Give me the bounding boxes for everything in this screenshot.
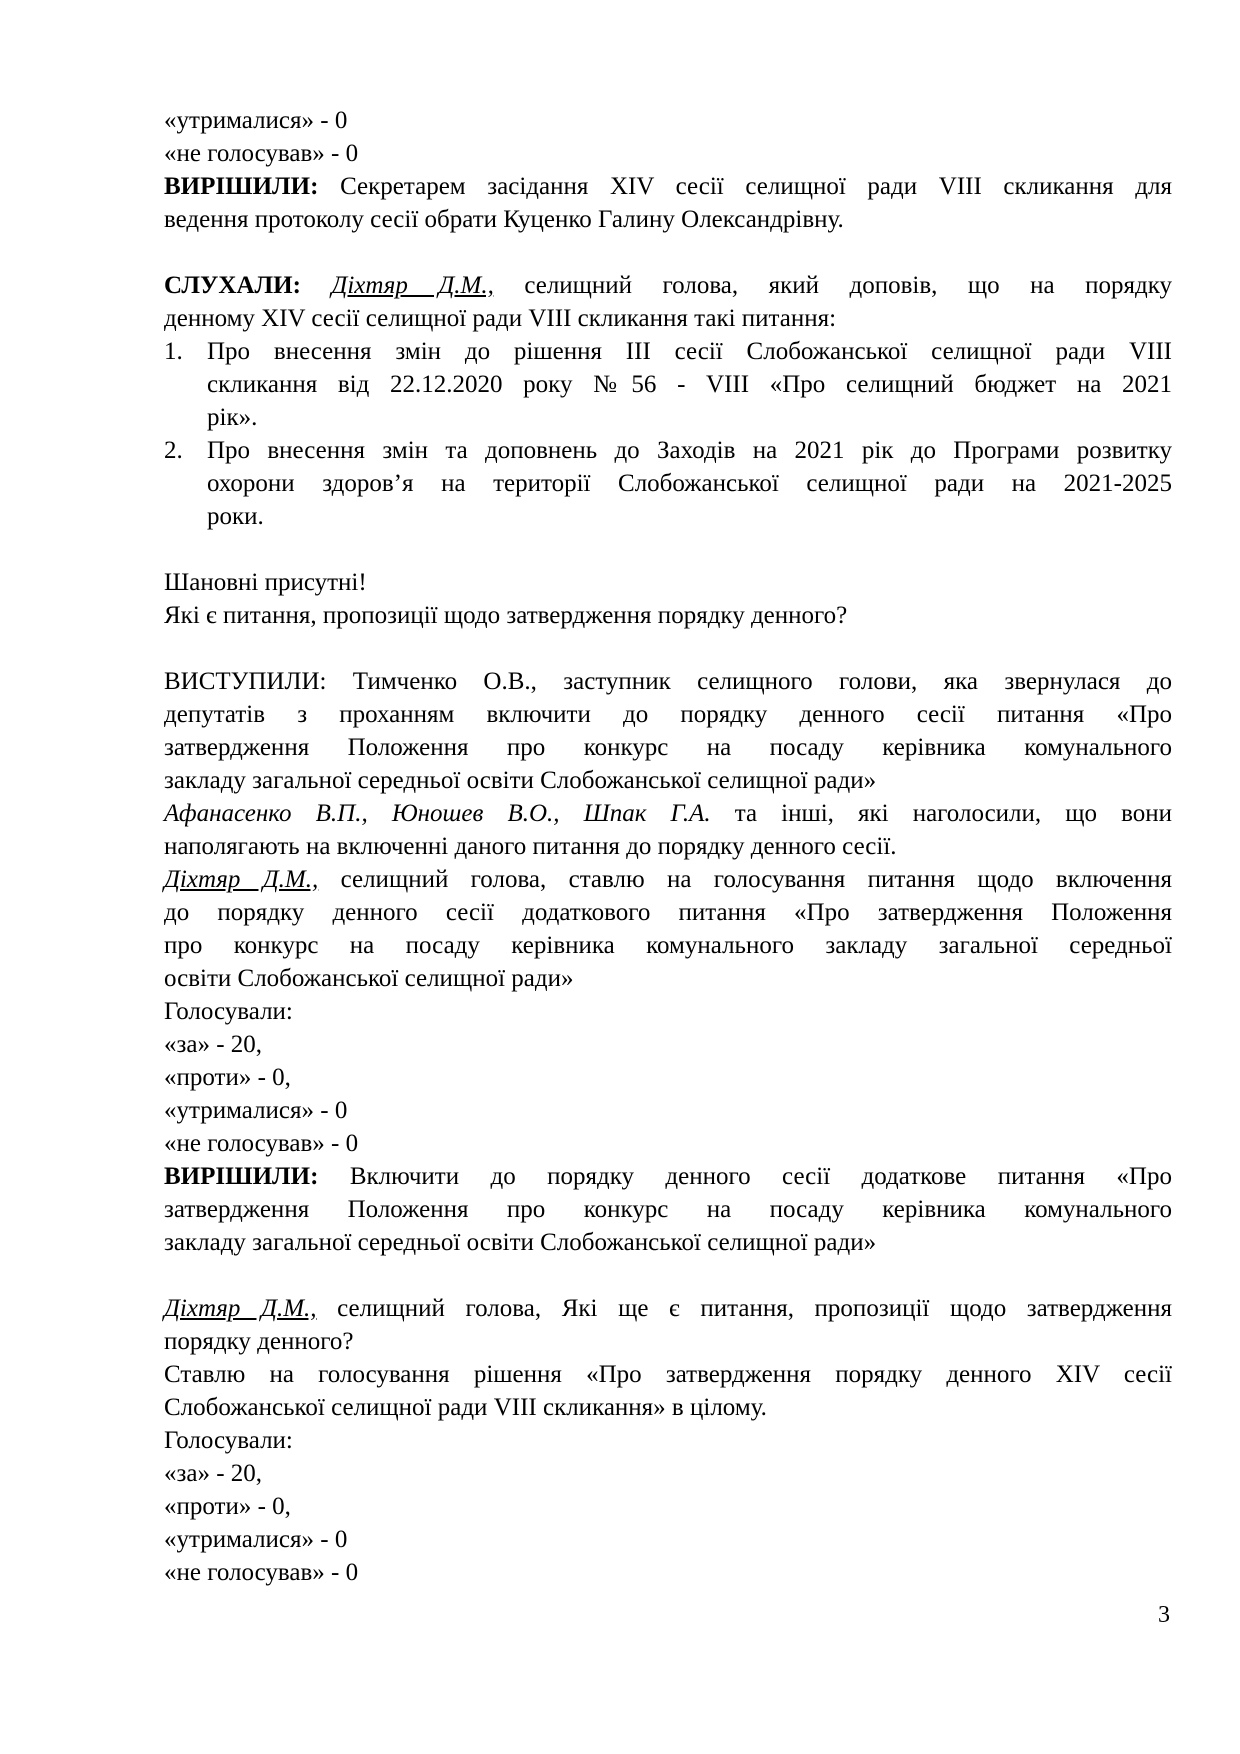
decision-text: Секретарем засідання XIV сесії селищної ради VIII скликання для	[318, 173, 1172, 200]
decision-line	[164, 1160, 1172, 1193]
spoke-line: до порядку денного сесії додаткового питання «Про затвердження Положення	[164, 899, 1172, 926]
chair-line	[164, 1292, 1172, 1325]
vote-abstain-line: «утрималися» - 0	[164, 1526, 348, 1553]
spoke-line: депутатів з проханням включити до порядку денного сесії питання «Про	[164, 701, 1172, 728]
vote-title: Голосували:	[164, 1427, 293, 1454]
vote-novote-line: «не голосував» - 0	[164, 1130, 359, 1157]
agenda-item-line: рік».	[207, 404, 258, 431]
decision-heading: ВИРІШИЛИ:	[164, 1163, 319, 1190]
speaker-name: Діхтяр Д.М.,	[331, 272, 494, 299]
agenda-item-number: 2.	[164, 437, 183, 464]
decision-text: Включити до порядку денного сесії додаткове питання «Про	[318, 1163, 1172, 1190]
decision-line: затвердження Положення про конкурс на посаду керівника комунального	[164, 1196, 1172, 1223]
heard-line	[164, 269, 1172, 302]
spoke-text: та інші, які наголосили, що вони	[710, 800, 1172, 827]
spoke-line: затвердження Положення про конкурс на посаду керівника комунального	[164, 734, 1172, 761]
spoke-line: ВИСТУПИЛИ: Тимченко О.В., заступник селищного голови, яка звернулася до	[164, 668, 1172, 695]
deputies-names: Афанасенко В.П., Юношев В.О., Шпак Г.А.	[164, 800, 711, 827]
agenda-item-number: 1.	[164, 338, 183, 365]
speaker-name: Діхтяр Д.М.,	[164, 1295, 317, 1322]
heard-heading: СЛУХАЛИ:	[164, 272, 301, 299]
spoke-line: освіти Слобожанської селищної ради»	[164, 965, 574, 992]
vote-novote-line: «не голосував» - 0	[164, 1559, 359, 1586]
vote-abstain-line: «утрималися» - 0	[164, 1097, 348, 1124]
spoke-text: селищний голова, ставлю на голосування питання щодо включення	[318, 866, 1172, 893]
chair-line: порядку денного?	[164, 1328, 354, 1355]
spoke-line: закладу загальної середньої освіти Слобожанської селищної ради»	[164, 767, 877, 794]
page-number: 3	[1158, 1602, 1170, 1628]
question-line: Які є питання, пропозиції щодо затвердження порядку денного?	[164, 602, 848, 629]
vote-novote-line: «не голосував» - 0	[164, 140, 359, 167]
spoke-line: наполягають на включенні даного питання до порядку денного сесії.	[164, 833, 897, 860]
vote-abstain-line: «утрималися» - 0	[164, 107, 348, 134]
speaker-name: Діхтяр Д.М.,	[164, 866, 319, 893]
decision-heading: ВИРІШИЛИ:	[164, 173, 319, 200]
heard-text: селищний голова, який доповів, що на порядку	[493, 272, 1173, 299]
address-line: Шановні присутні!	[164, 569, 367, 596]
agenda-item-line: Про внесення змін та доповнень до Заходів на 2021 рік до Програми розвитку	[207, 437, 1172, 464]
spoke-line: про конкурс на посаду керівника комунального закладу загальної середньої	[164, 932, 1172, 959]
vote-for-line: «за» - 20,	[164, 1460, 263, 1487]
agenda-item-line: Про внесення змін до рішення ІІІ сесії Слобожанської селищної ради VIII	[207, 338, 1172, 365]
agenda-item-line: охорони здоров’я на території Слобожанської селищної ради на 2021-2025	[207, 470, 1172, 497]
vote-against-line: «проти» - 0,	[164, 1493, 291, 1520]
spoke-line	[164, 797, 1172, 830]
chair-line: Слобожанської селищної ради VIII скликання» в цілому.	[164, 1394, 767, 1421]
vote-against-line: «проти» - 0,	[164, 1064, 291, 1091]
vote-for-line: «за» - 20,	[164, 1031, 263, 1058]
decision-line	[164, 170, 1172, 203]
chair-line: Ставлю на голосування рішення «Про затвердження порядку денного XIV сесії	[164, 1361, 1172, 1388]
spoke-line	[164, 863, 1172, 896]
chair-text: селищний голова, Які ще є питання, пропозиції щодо затвердження	[316, 1295, 1172, 1322]
agenda-item-line: скликання від 22.12.2020 року №56 - VIII «Про селищний бюджет на 2021	[207, 371, 1172, 398]
heard-line: денному XIV сесії селищної ради VIII скликання такі питання:	[164, 305, 837, 332]
vote-title: Голосували:	[164, 998, 293, 1025]
decision-line: ведення протоколу сесії обрати Куценко Галину Олександрівну.	[164, 206, 844, 233]
decision-line: закладу загальної середньої освіти Слобожанської селищної ради»	[164, 1229, 877, 1256]
agenda-item-line: роки.	[207, 503, 264, 530]
